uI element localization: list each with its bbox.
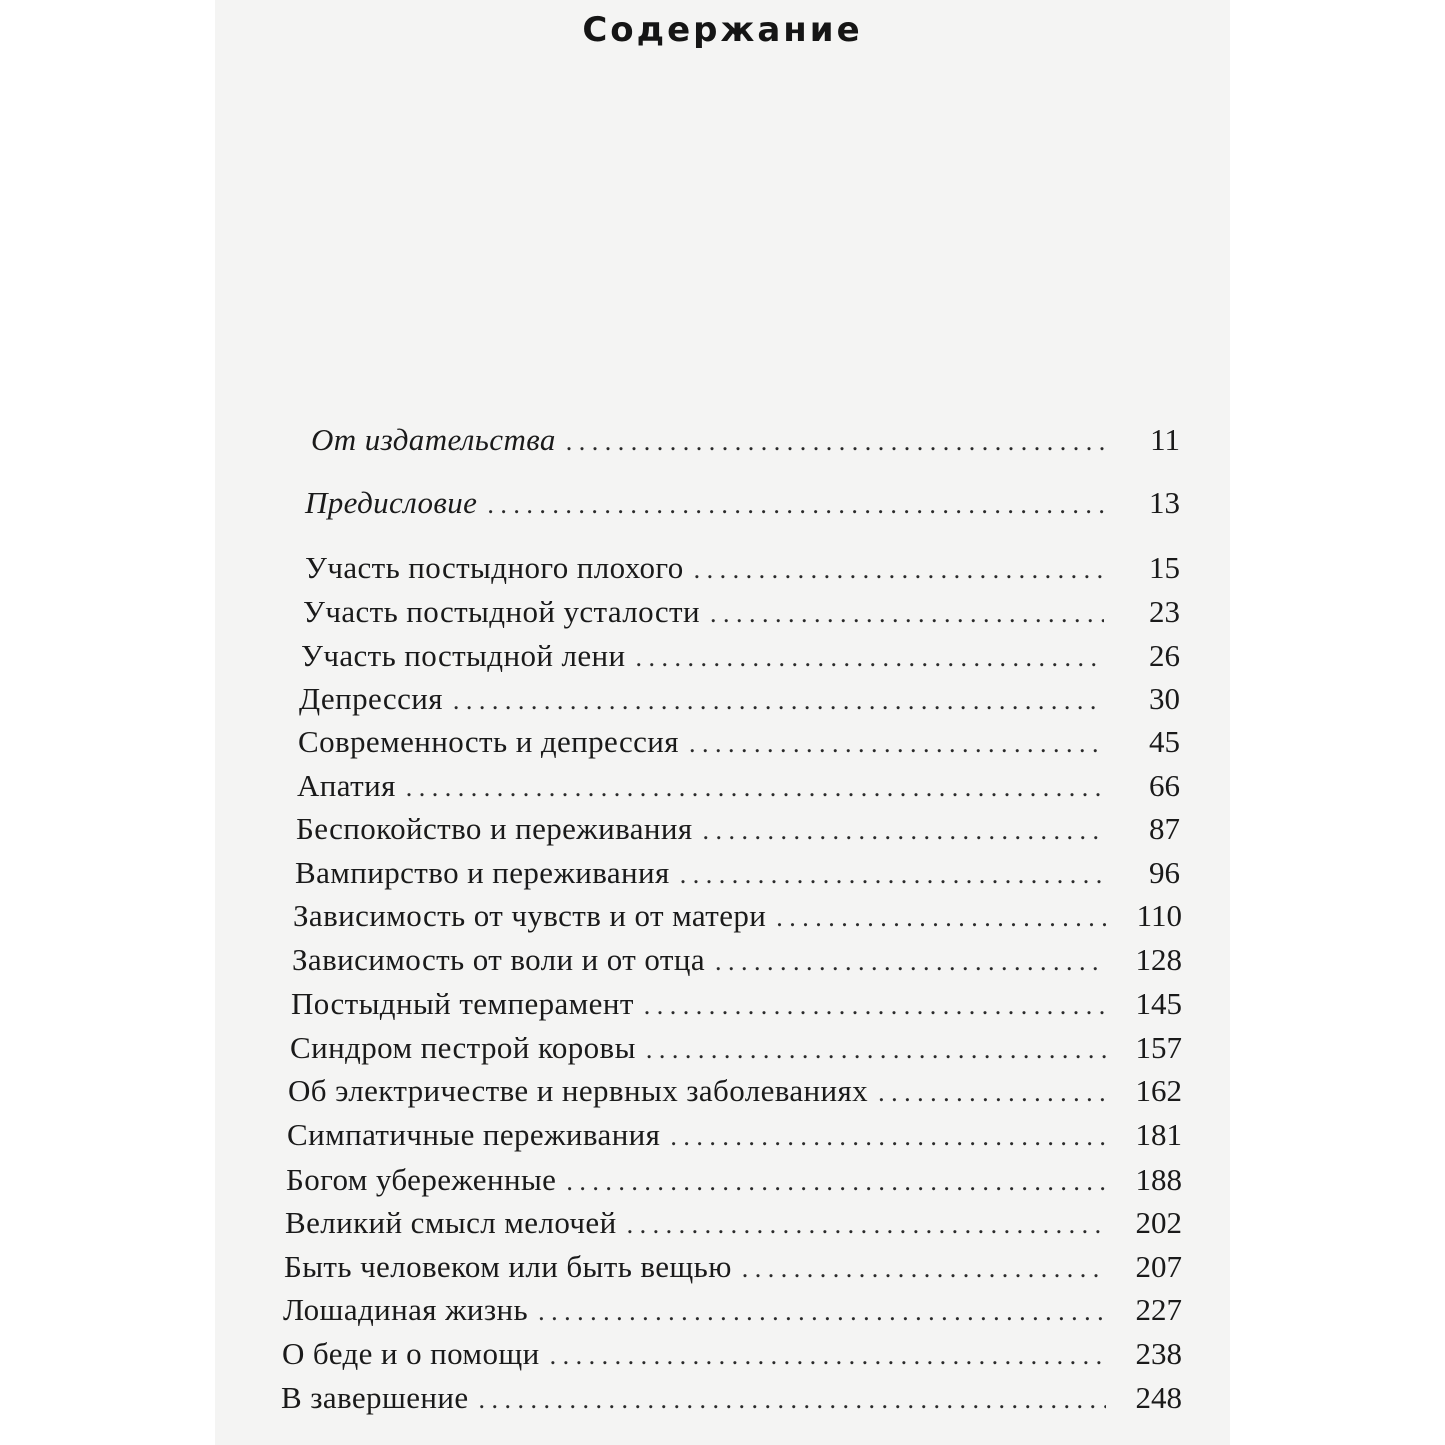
toc-entry-title: Депрессия [299,681,443,716]
toc-entry-page-number: 157 [1135,1030,1182,1065]
dot-leader [538,1297,1106,1327]
dot-leader [566,427,1104,457]
page-title: Содержание [582,10,863,50]
toc-entry [299,681,1180,717]
toc-entry-title: Зависимость от чувств и от матери [293,898,767,933]
toc-entry-page-number: 128 [1135,942,1182,977]
toc-entry [296,811,1180,847]
toc-entry-page-number: 45 [1149,724,1180,759]
toc-entry-title: Быть человеком или быть вещью [284,1249,732,1284]
dot-leader [566,1167,1106,1197]
toc-entry-title: Постыдный темперамент [291,986,634,1021]
toc-entry-page-number: 66 [1149,768,1180,803]
dot-leader [646,1035,1106,1065]
toc-entry-page-number: 238 [1135,1336,1182,1371]
dot-leader [627,1210,1106,1240]
toc-entry-title: Симпатичные переживания [287,1117,661,1152]
toc-entry-title: Апатия [297,768,396,803]
toc-entry-page-number: 162 [1135,1073,1182,1108]
toc-entry-title: Участь постыдной лени [301,638,626,673]
dot-leader [670,1122,1106,1152]
dot-leader [710,599,1104,629]
dot-leader [680,860,1104,890]
toc-entry-page-number: 207 [1135,1249,1182,1284]
toc-entry-title: Вампирство и переживания [295,855,670,890]
toc-entry-title: Беспокойство и переживания [296,811,693,846]
dot-leader [878,1078,1106,1108]
toc-entry [301,638,1180,674]
toc-entry-page-number: 248 [1135,1380,1182,1415]
toc-entry-title: От издательства [311,422,556,457]
toc-entry [298,724,1180,760]
toc-entry [305,485,1180,521]
dot-leader [636,643,1105,673]
dot-leader [487,490,1104,520]
toc-entry-title: Участь постыдного плохого [305,550,684,585]
toc-entry [288,1073,1182,1109]
toc-entry-page-number: 11 [1150,422,1180,457]
dot-leader [406,773,1104,803]
toc-entry [293,898,1182,934]
dot-leader [776,903,1106,933]
dot-leader [715,947,1106,977]
toc-entry [283,1292,1182,1328]
dot-leader [550,1341,1106,1371]
toc-entry-title: Современность и депрессия [298,724,679,759]
toc-entry [287,1117,1182,1153]
toc-entry-title: О беде и о помощи [282,1336,540,1371]
toc-entry-page-number: 23 [1149,594,1180,629]
toc-entry [303,594,1180,630]
toc-entry-page-number: 96 [1149,855,1180,890]
toc-entry-title: Великий смысл мелочей [285,1205,617,1240]
toc-entry [292,942,1182,978]
toc-entry-page-number: 30 [1149,681,1180,716]
toc-entry-title: Об электричестве и нервных заболеваниях [288,1073,869,1108]
toc-entry [282,1336,1182,1372]
toc-entry-page-number: 227 [1135,1292,1182,1327]
toc-entry [311,422,1180,458]
toc-entry-title: Участь постыдной усталости [303,594,700,629]
toc-entry [291,986,1182,1022]
toc-entry [297,768,1180,804]
toc-entry-title: В завершение [281,1380,469,1415]
toc-entry-title: Синдром пестрой коровы [290,1030,636,1065]
toc-entry-title: Богом убереженные [286,1162,557,1197]
book-page [215,0,1230,1445]
toc-entry-page-number: 87 [1149,811,1180,846]
toc-entry-page-number: 15 [1149,550,1180,585]
toc-entry-page-number: 26 [1149,638,1180,673]
toc-entry-page-number: 145 [1135,986,1182,1021]
dot-leader [644,991,1106,1021]
dot-leader [479,1385,1106,1415]
toc-entry [295,855,1180,891]
toc-entry-page-number: 181 [1135,1117,1182,1152]
toc-entry-page-number: 110 [1136,898,1182,933]
toc-entry [290,1030,1182,1066]
dot-leader [689,729,1104,759]
toc-entry-page-number: 188 [1135,1162,1182,1197]
dot-leader [453,686,1104,716]
toc-entry [305,550,1180,586]
dot-leader [694,555,1104,585]
toc-entry-title: Предисловие [305,485,478,520]
toc-entry [284,1249,1182,1285]
toc-entry-title: Зависимость от воли и от отца [292,942,705,977]
toc-entry [286,1162,1182,1198]
toc-entry-page-number: 202 [1135,1205,1182,1240]
toc-entry-page-number: 13 [1149,485,1180,520]
toc-entry [285,1205,1182,1241]
toc-entry [281,1380,1182,1416]
dot-leader [742,1254,1106,1284]
toc-entry-title: Лошадиная жизнь [283,1292,529,1327]
dot-leader [703,816,1104,846]
